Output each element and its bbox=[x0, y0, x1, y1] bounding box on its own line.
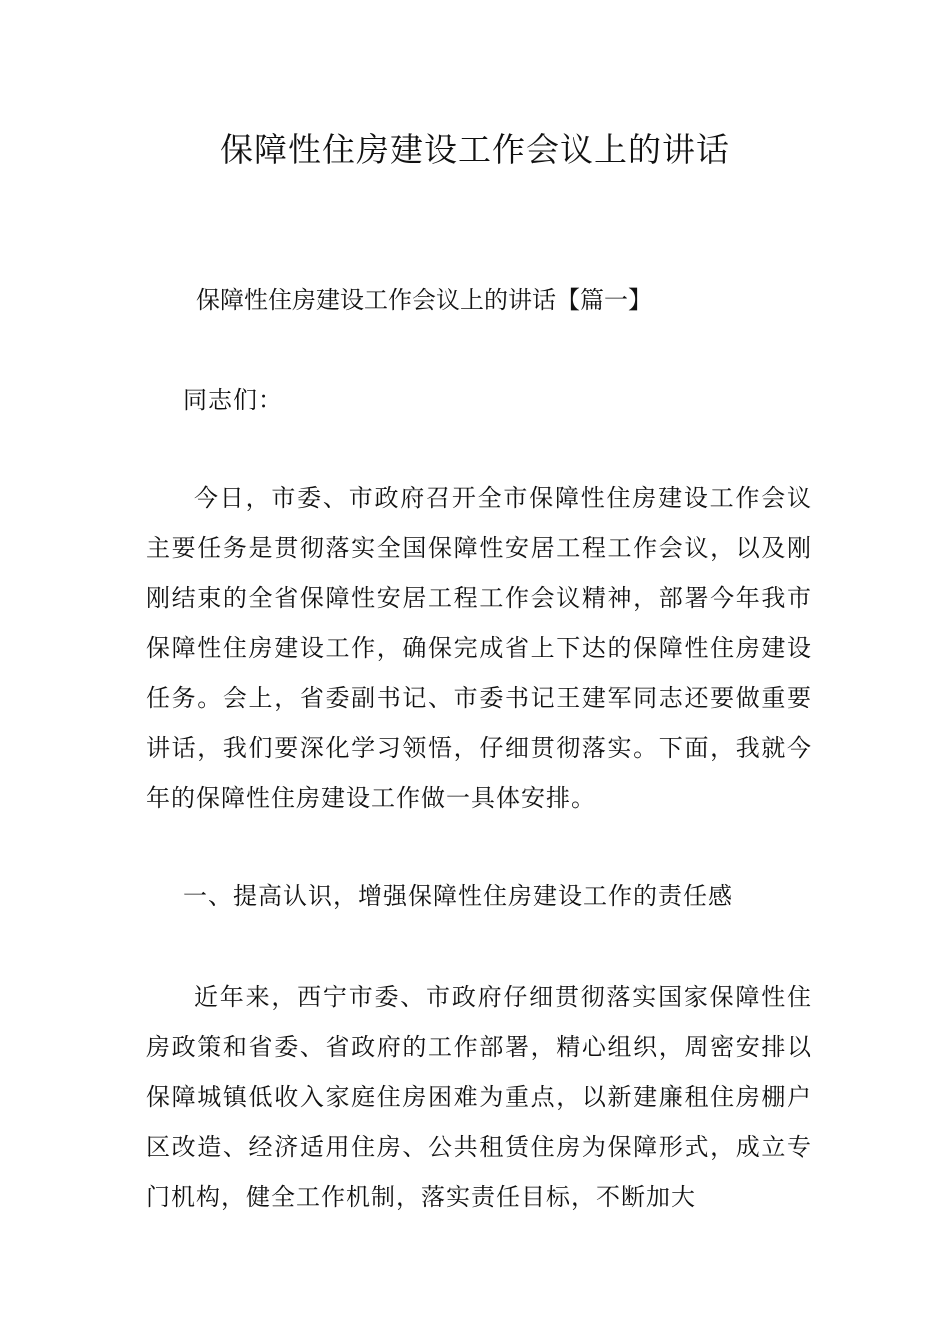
paragraph-2: 近年来，西宁市委、市政府仔细贯彻落实国家保障性住房政策和省委、省政府的工作部署，精心组织，周密安排以保障城镇低收入家庭住房困难为重点，以新建廉租住房棚户区改造、经济适用住房、公共租赁住房为保障形式，成立专门机构，健全工作机制，落实责任目标，不断加大 bbox=[146, 983, 812, 1211]
document-subtitle: 保障性住房建设工作会议上的讲话【篇一】 bbox=[196, 286, 652, 314]
document-title: 保障性住房建设工作会议上的讲话 bbox=[220, 130, 730, 169]
salutation: 同志们： bbox=[183, 386, 283, 414]
paragraph-1: 今日，市委、市政府召开全市保障性住房建设工作会议主要任务是贯彻落实全国保障性安居工程工作会议，以及刚刚结束的全省保障性安居工程工作会议精神，部署今年我市保障性住房建设工作，确保完成省上下达的保障性住房建设任务。会上，省委副书记、市委书记王建军同志还要做重要讲话，我们要深化学习领悟，仔细贯彻落实。下面，我就今年的保障性住房建设工作做一具体安排。 bbox=[146, 484, 812, 812]
section-heading-1: 一、提高认识，增强保障性住房建设工作的责任感 bbox=[183, 882, 733, 910]
